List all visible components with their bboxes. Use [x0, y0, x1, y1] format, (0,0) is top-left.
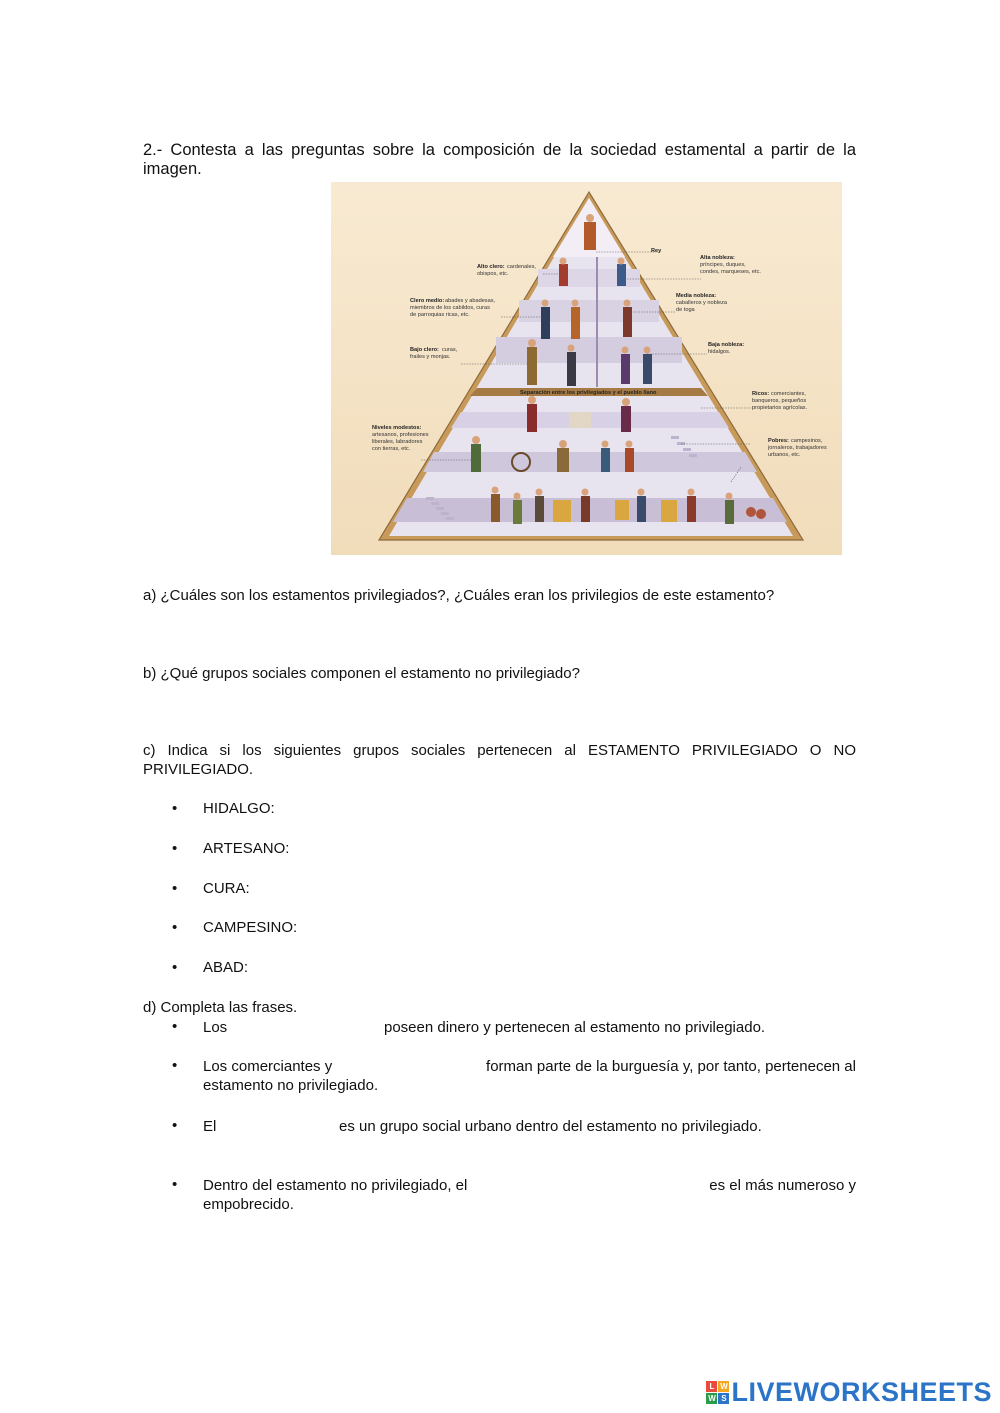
bullet-icon: • — [172, 1057, 178, 1074]
social-pyramid-figure — [331, 182, 842, 555]
bullet-icon: • — [172, 919, 178, 936]
sentence-4-start: Dentro del estamento no privilegiado, el — [203, 1177, 468, 1194]
item-campesino: CAMPESINO: — [203, 919, 298, 936]
question-b: b) ¿Qué grupos sociales componen el estamento no privilegiado? — [143, 665, 580, 682]
sentence-2-end: estamento no privilegiado. — [203, 1077, 379, 1094]
label-alta-nobleza-desc1: príncipes, duques, — [700, 262, 746, 268]
label-alto-clero: Alto clero: — [477, 264, 505, 270]
label-rey: Rey — [651, 248, 662, 254]
label-baja-nobleza-desc1: hidalgos. — [708, 349, 731, 355]
label-alto-clero-desc1: cardenales, — [507, 264, 536, 270]
label-clero-medio-desc1: abades y abadesas, — [445, 298, 496, 304]
question-a: a) ¿Cuáles son los estamentos privilegiados?, ¿Cuáles eran los privilegios de este estamento? — [143, 587, 775, 604]
label-ricos: Ricos: — [752, 391, 770, 397]
label-niveles-desc3: con tierras, etc. — [372, 446, 411, 452]
item-abad: ABAD: — [203, 959, 249, 976]
question-d: d) Completa las frases. — [143, 999, 298, 1016]
label-separacion: Separación entre los privilegiados y el pueblo llano — [520, 390, 657, 396]
bullet-icon: • — [172, 840, 178, 857]
bullet-icon: • — [172, 959, 178, 976]
label-clero-medio-desc3: de parroquias ricas, etc. — [410, 312, 470, 318]
label-bajo-clero-desc1: curas, — [442, 347, 458, 353]
sentence-4-end: empobrecido. — [203, 1196, 294, 1213]
label-alta-nobleza: Alta nobleza: — [700, 255, 735, 261]
pyramid-illustration — [331, 182, 842, 555]
sentence-2-mid: forman parte de la burguesía y, por tanto, pertenecen al — [486, 1058, 856, 1075]
label-pobres-desc2: jornaleros, trabajadores — [768, 445, 827, 451]
label-baja-nobleza: Baja nobleza: — [708, 342, 745, 348]
label-media-nobleza-desc2: de toga — [676, 307, 695, 313]
sentence-2 — [203, 1057, 856, 1095]
label-ricos-desc2: banqueros, pequeños — [752, 398, 807, 404]
tier-media — [519, 300, 659, 322]
label-alto-clero-desc2: obispos, etc. — [477, 271, 509, 277]
item-cura: CURA: — [203, 880, 250, 897]
bullet-icon: • — [172, 1117, 178, 1134]
sentence-3 — [203, 1117, 856, 1136]
liveworksheets-logo — [706, 1377, 992, 1407]
sentence-4 — [203, 1176, 856, 1214]
label-ricos-desc1: comerciantes, — [771, 391, 806, 397]
sentence-3-start: El — [203, 1118, 217, 1135]
label-pobres-desc1: campesinos, — [791, 438, 823, 444]
label-alta-nobleza-desc2: condes, marqueses, etc. — [700, 269, 761, 275]
label-media-nobleza: Media nobleza: — [676, 293, 717, 299]
label-clero-medio: Clero medio: — [410, 298, 445, 304]
tier-baja — [496, 337, 682, 363]
bullet-icon: • — [172, 800, 178, 817]
label-ricos-desc3: propietarios agrícolas. — [752, 405, 808, 411]
label-pobres: Pobres: — [768, 438, 789, 444]
bullet-icon: • — [172, 1176, 178, 1193]
question-c: c) Indica si los siguientes grupos sociales pertenecen al ESTAMENTO PRIVILEGIADO O NO PRIVILEGIADO. — [143, 742, 856, 778]
item-hidalgo: HIDALGO: — [203, 800, 275, 817]
sentence-2-start: Los comerciantes y — [203, 1058, 333, 1075]
label-pobres-desc3: urbanos, etc. — [768, 452, 801, 458]
bullet-icon: • — [172, 880, 178, 897]
label-bajo-clero-desc2: frailes y monjas. — [410, 354, 451, 360]
label-clero-medio-desc2: miembros de los cabildos, curas — [410, 305, 490, 311]
sentence-1-end: poseen dinero y pertenecen al estamento no privilegiado. — [384, 1019, 766, 1036]
sentence-1 — [203, 1018, 856, 1037]
label-niveles-modestos: Niveles modestos: — [372, 425, 422, 431]
label-bajo-clero: Bajo clero: — [410, 347, 439, 353]
logo-squares-icon: L W W S — [708, 1381, 728, 1403]
label-niveles-desc2: liberales, labradores — [372, 439, 423, 445]
exercise-heading: 2.- Contesta a las preguntas sobre la composición de la sociedad estamental a partir de la imagen. — [143, 141, 856, 178]
sentence-3-end: es un grupo social urbano dentro del estamento no privilegiado. — [339, 1118, 762, 1135]
sentence-4-mid: es el más numeroso y — [709, 1177, 856, 1194]
bullet-icon: • — [172, 1018, 178, 1035]
label-niveles-desc1: artesanos, profesiones — [372, 432, 429, 438]
sentence-1-start: Los — [203, 1019, 228, 1036]
logo-wordmark: LIVEWORKSHEETS — [731, 1376, 992, 1407]
item-artesano: ARTESANO: — [203, 840, 290, 857]
label-media-nobleza-desc1: caballeros y nobleza — [676, 300, 727, 306]
